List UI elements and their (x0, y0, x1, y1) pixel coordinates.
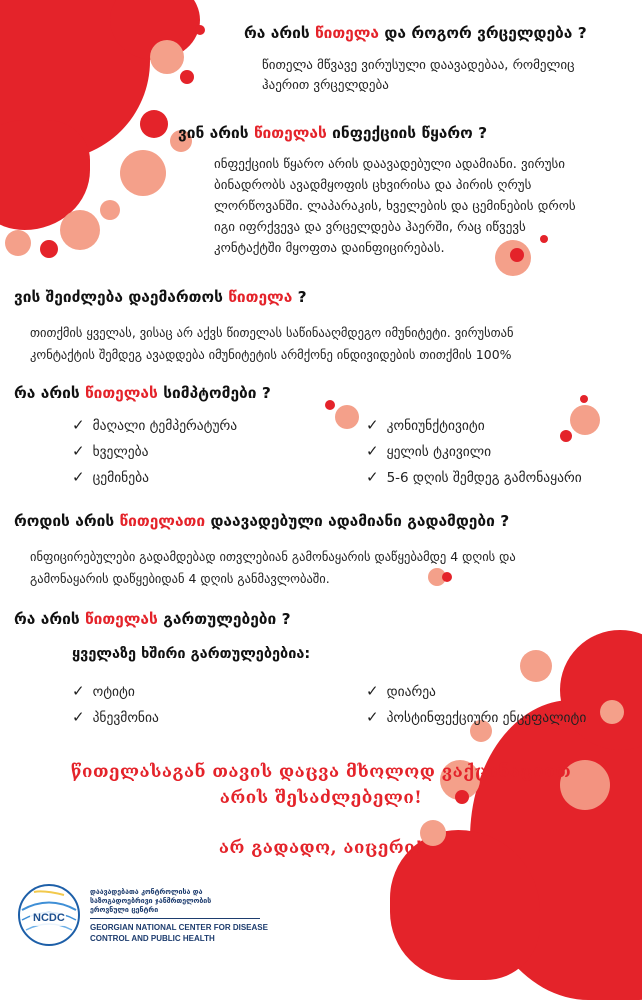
slogan-line-2: არის შესაძლებელი! (219, 788, 423, 808)
check-icon: ✓ (72, 468, 85, 486)
list-item: ✓ პოსტინფექციური ენცეფალიტი (366, 708, 587, 726)
list-item: ✓ ყელის ტკივილი (366, 442, 492, 460)
complications-subheading: ყველაზე ხშირი გართულებებია: (72, 646, 311, 662)
check-icon: ✓ (366, 708, 379, 726)
answer-contagious: ინფიცირებულები გადამდებად ითვლებიან გამონაყარის დაწყებამდე 4 დღის და გამონაყარის დაწყებიდან 4 დღის განმავლობაში. (30, 549, 516, 586)
list-item: ✓ 5-6 დღის შემდეგ გამონაყარი (366, 468, 582, 486)
question-symptoms: რა არის წითელას სიმპტომები ? (14, 384, 271, 402)
answer-what-is: წითელა მწვავე ვირუსული დაავადებაა, რომელიც ჰაერით ვრცელდება (262, 58, 575, 93)
check-icon: ✓ (366, 442, 379, 460)
list-item: ✓ პნევმონია (72, 708, 159, 726)
check-icon: ✓ (366, 416, 379, 434)
question-who-risk: ვის შეიძლება დაემართოს წითელა ? (14, 288, 307, 306)
list-item: ✓ მაღალი ტემპერატურა (72, 416, 238, 434)
list-item: ✓ კონიუნქტივიტი (366, 416, 485, 434)
check-icon: ✓ (72, 442, 85, 460)
check-icon: ✓ (72, 708, 85, 726)
logo-divider (90, 918, 260, 919)
list-item: ✓ ცემინება (72, 468, 149, 486)
question-complications: რა არის წითელას გართულებები ? (14, 610, 291, 628)
check-icon: ✓ (72, 416, 85, 434)
answer-source: ინფექციის წყარო არის დაავადებული ადამიანი. ვირუსი ბინადრობს ავადმყოფის ცხვირისა და პირის ღრუს ლორწოვანში. ლაპარაკის, ხველების და ცემინების დროს იგი იფრქვევა და ვრცელდება ჰაერში, რაც იწვევს კონტაქტში მყოფთა დაინფიცირებას. (214, 157, 576, 256)
logo-text-english: GEORGIAN NATIONAL CENTER FOR DISEASE CONTROL AND PUBLIC HEALTH (90, 923, 268, 943)
list-item: ✓ ოტიტი (72, 682, 135, 700)
check-icon: ✓ (366, 682, 379, 700)
logo-text-georgian: დაავადებათა კონტროლისა და საზოგადოებრივი ჯანმრთელობის ეროვნული ცენტრი (90, 888, 212, 914)
answer-who-risk: თითქმის ყველას, ვისაც არ აქვს წითელას საწინააღმდეგო იმუნიტეტი. ვირუსთან კონტაქტის შემდეგ ავადდება იმუნიტეტის არმქონე ინდივიდების თითქმის 100% (30, 325, 514, 362)
check-icon: ✓ (72, 682, 85, 700)
logo-abbreviation: NCDC (33, 912, 65, 924)
slogan-line-3: არ გადადო, აიცერი! (218, 838, 424, 858)
list-item: ✓ ხველება (72, 442, 149, 460)
question-source: ვინ არის წითელას ინფექციის წყარო ? (178, 124, 488, 142)
list-item: ✓ დიარეა (366, 682, 436, 700)
check-icon: ✓ (366, 468, 379, 486)
question-contagious: როდის არის წითელათი დაავადებული ადამიანი გადამდები ? (14, 512, 510, 530)
slogan-line-1: წითელასაგან თავის დაცვა მხოლოდ ვაქცინაციით (70, 762, 572, 782)
question-what-is: რა არის წითელა და როგორ ვრცელდება ? (244, 24, 587, 42)
